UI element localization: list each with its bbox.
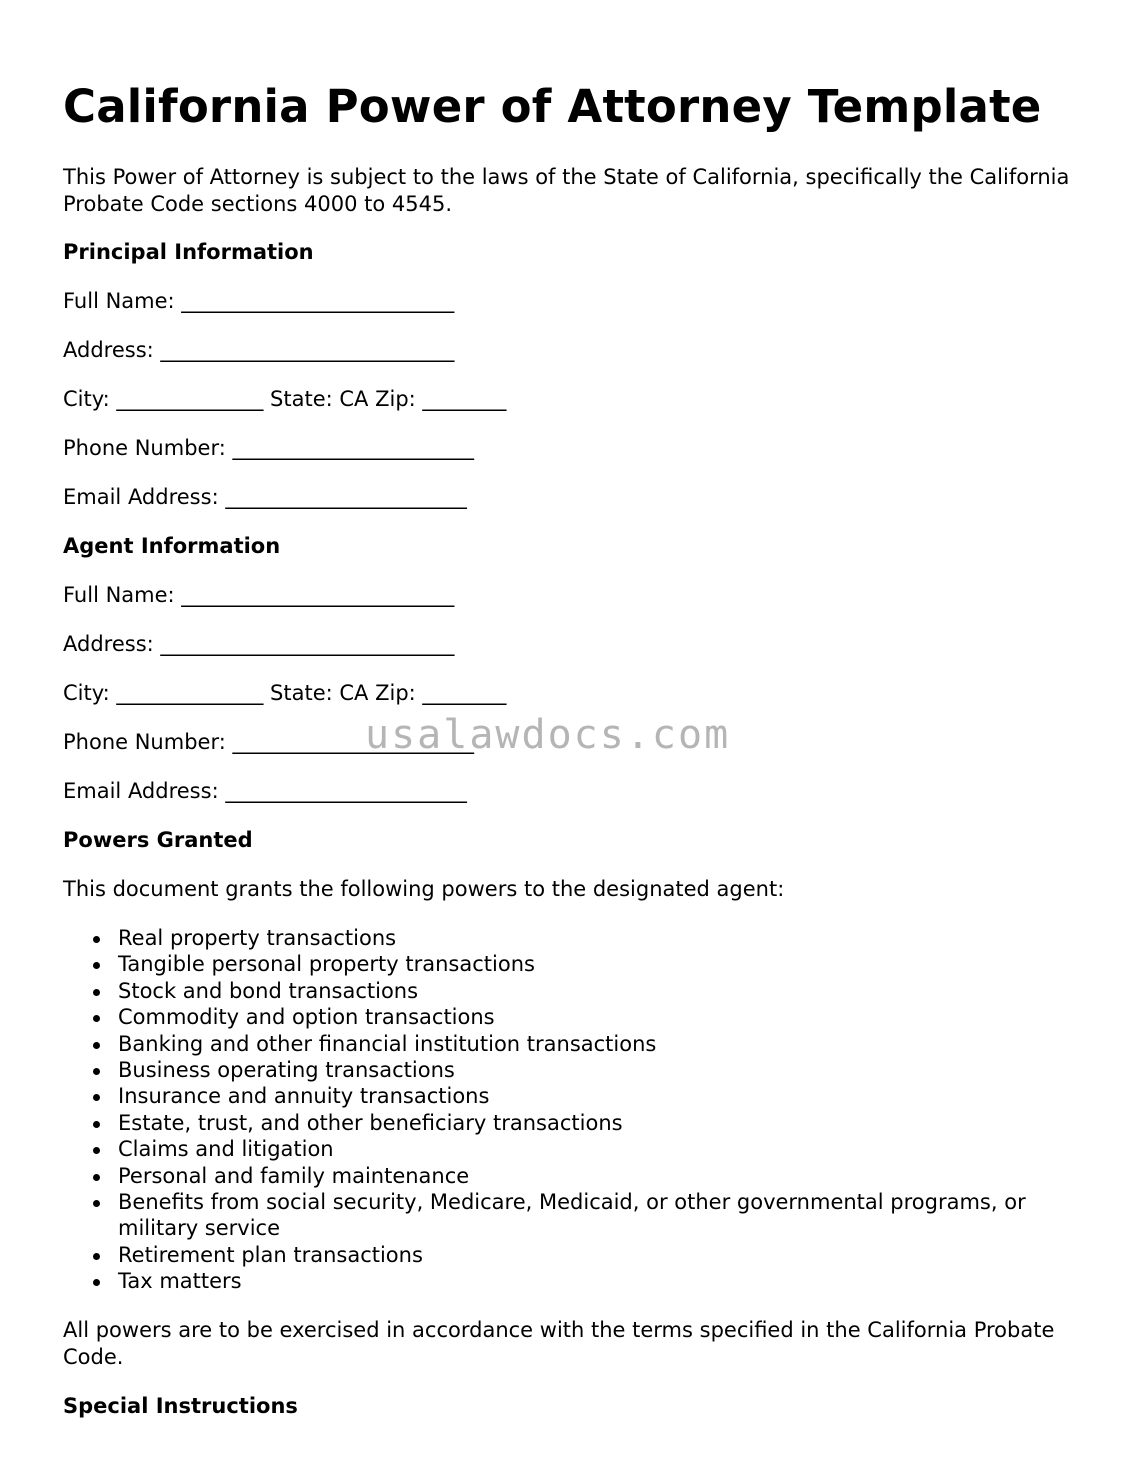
intro-paragraph: This Power of Attorney is subject to the laws of the State of California, specifically the California Probate Code sections 4000 to 4545. [63, 165, 1070, 216]
powers-closing-paragraph: All powers are to be exercised in accordance with the terms specified in the California Probate Code. [63, 1317, 1055, 1369]
special-instructions-heading: Special Instructions [63, 1393, 298, 1418]
agent-phone-field: Phone Number: _______________________ [63, 730, 474, 754]
list-item: Benefits from social security, Medicare, Medicaid, or other governmental programs, or military service [118, 1189, 1073, 1242]
list-item: Claims and litigation [118, 1136, 1073, 1162]
document-title: California Power of Attorney Template [63, 80, 1042, 133]
powers-intro: This document grants the following powers to the designated agent: [63, 877, 785, 901]
list-item: Tax matters [118, 1268, 1073, 1294]
list-item: Retirement plan transactions [118, 1242, 1073, 1268]
list-item: Real property transactions [118, 925, 1073, 951]
list-item: Personal and family maintenance [118, 1163, 1073, 1189]
agent-email-field: Email Address: _______________________ [63, 779, 467, 803]
powers-list [63, 925, 1073, 1295]
list-item: Stock and bond transactions [118, 978, 1073, 1004]
agent-city-state-zip-field: City: ______________ State: CA Zip: ________ [63, 681, 507, 705]
principal-phone-field: Phone Number: _______________________ [63, 436, 474, 460]
principal-address-field: Address: ____________________________ [63, 338, 455, 362]
principal-city-state-zip-field: City: ______________ State: CA Zip: ________ [63, 387, 507, 411]
powers-heading: Powers Granted [63, 828, 253, 852]
list-item: Commodity and option transactions [118, 1004, 1073, 1030]
list-item: Banking and other financial institution transactions [118, 1031, 1073, 1057]
list-item: Estate, trust, and other beneficiary transactions [118, 1110, 1073, 1136]
principal-email-field: Email Address: _______________________ [63, 485, 467, 509]
principal-heading: Principal Information [63, 240, 314, 264]
watermark: usalawdocs.com [365, 712, 731, 758]
agent-heading: Agent Information [63, 534, 281, 558]
agent-full-name-field: Full Name: __________________________ [63, 583, 455, 607]
list-item: Insurance and annuity transactions [118, 1083, 1073, 1109]
agent-address-field: Address: ____________________________ [63, 632, 455, 656]
list-item: Tangible personal property transactions [118, 951, 1073, 977]
principal-full-name-field: Full Name: __________________________ [63, 289, 455, 313]
document-page [63, 78, 1073, 1420]
list-item: Business operating transactions [118, 1057, 1073, 1083]
